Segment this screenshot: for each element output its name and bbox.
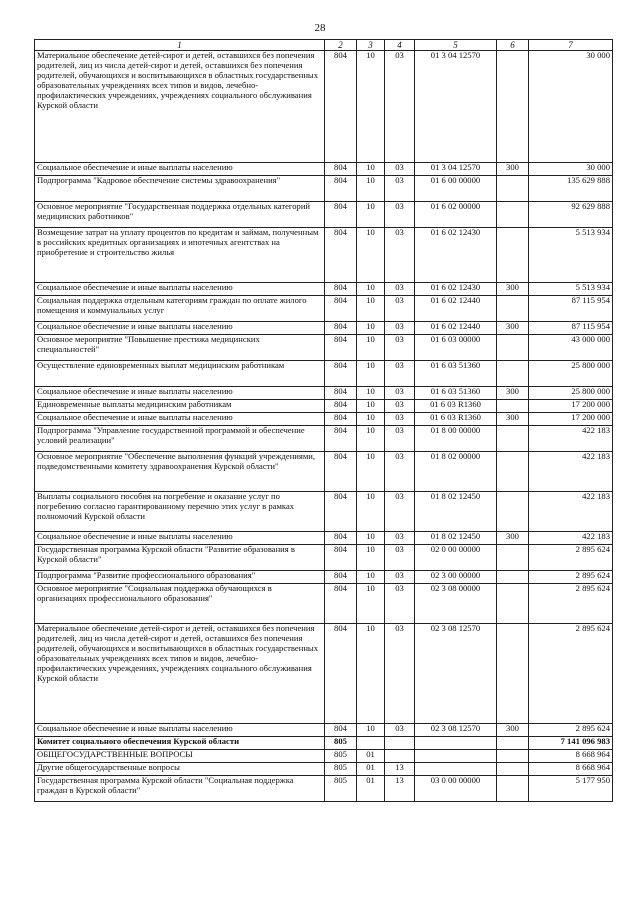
row-gr-cell: 804 <box>325 584 357 624</box>
row-pr-cell: 03 <box>385 426 415 452</box>
row-gr-cell: 804 <box>325 361 357 387</box>
row-vr-cell <box>497 335 529 361</box>
row-gr-cell: 804 <box>325 163 357 176</box>
row-csr-cell: 02 3 08 12570 <box>415 624 497 724</box>
table-row <box>35 532 613 545</box>
row-gr-cell: 804 <box>325 724 357 737</box>
row-name-cell: Государственная программа Курской области "Социальная поддержка граждан в Курской области" <box>35 776 325 802</box>
row-rz-cell: 10 <box>357 724 385 737</box>
table-row <box>35 776 613 802</box>
table-row <box>35 545 613 571</box>
table-row <box>35 724 613 737</box>
row-name-cell: Подпрограмма "Развитие профессионального образования" <box>35 571 325 584</box>
row-name-cell: Основное мероприятие "Повышение престижа медицинских специальностей" <box>35 335 325 361</box>
row-sum-cell: 30 000 <box>529 51 613 163</box>
row-vr-cell <box>497 228 529 283</box>
row-pr-cell: 03 <box>385 532 415 545</box>
row-rz-cell: 10 <box>357 387 385 400</box>
table-row <box>35 322 613 335</box>
row-pr-cell: 03 <box>385 545 415 571</box>
row-sum-cell: 92 629 888 <box>529 202 613 228</box>
row-csr-cell: 01 6 02 12440 <box>415 296 497 322</box>
row-csr-cell: 01 6 03 R1360 <box>415 413 497 426</box>
row-rz-cell: 10 <box>357 426 385 452</box>
row-csr-cell: 01 8 02 12450 <box>415 492 497 532</box>
row-csr-cell: 01 3 04 12570 <box>415 163 497 176</box>
row-name-cell: Материальное обеспечение детей-сирот и детей, оставшихся без попечения родителей, лиц из числа детей-сирот и детей, оставшихся без попечения родителей, обучающихся и воспитывающихся в областных государственных образовательных учреждениях всех типов и видов, лечебно-профилактических учреждениях, учреждениях социального обслуживания Курской области <box>35 624 325 724</box>
row-gr-cell: 804 <box>325 492 357 532</box>
table-row <box>35 584 613 624</box>
row-sum-cell: 2 895 624 <box>529 624 613 724</box>
column-number: 2 <box>325 40 357 51</box>
row-rz-cell: 10 <box>357 571 385 584</box>
row-vr-cell: 300 <box>497 532 529 545</box>
row-gr-cell: 804 <box>325 228 357 283</box>
row-name-cell: Государственная программа Курской области "Развитие образования в Курской области" <box>35 545 325 571</box>
column-number: 6 <box>497 40 529 51</box>
row-gr-cell: 804 <box>325 176 357 202</box>
row-gr-cell: 804 <box>325 283 357 296</box>
row-name-cell: Социальное обеспечение и иные выплаты населению <box>35 322 325 335</box>
row-sum-cell: 8 668 964 <box>529 750 613 763</box>
row-vr-cell <box>497 400 529 413</box>
table-row <box>35 400 613 413</box>
row-vr-cell <box>497 750 529 763</box>
row-rz-cell: 10 <box>357 51 385 163</box>
row-gr-cell: 804 <box>325 400 357 413</box>
row-vr-cell <box>497 452 529 492</box>
row-rz-cell: 01 <box>357 750 385 763</box>
row-pr-cell: 03 <box>385 413 415 426</box>
row-sum-cell: 30 000 <box>529 163 613 176</box>
row-pr-cell: 03 <box>385 400 415 413</box>
row-rz-cell: 10 <box>357 163 385 176</box>
row-name-cell: ОБЩЕГОСУДАРСТВЕННЫЕ ВОПРОСЫ <box>35 750 325 763</box>
table-row <box>35 763 613 776</box>
row-csr-cell: 01 8 02 12450 <box>415 532 497 545</box>
row-rz-cell: 01 <box>357 776 385 802</box>
row-csr-cell: 02 3 08 12570 <box>415 724 497 737</box>
row-sum-cell: 5 177 950 <box>529 776 613 802</box>
row-pr-cell: 03 <box>385 296 415 322</box>
row-rz-cell: 10 <box>357 492 385 532</box>
row-pr-cell: 03 <box>385 163 415 176</box>
row-vr-cell <box>497 763 529 776</box>
table-row <box>35 426 613 452</box>
row-sum-cell: 422 183 <box>529 492 613 532</box>
row-name-cell: Социальное обеспечение и иные выплаты населению <box>35 163 325 176</box>
table-row <box>35 51 613 163</box>
row-pr-cell: 03 <box>385 584 415 624</box>
table-row <box>35 452 613 492</box>
row-name-cell: Социальное обеспечение и иные выплаты населению <box>35 413 325 426</box>
table-row <box>35 737 613 750</box>
row-gr-cell: 804 <box>325 545 357 571</box>
row-gr-cell: 805 <box>325 750 357 763</box>
row-rz-cell: 01 <box>357 763 385 776</box>
row-name-cell: Другие общегосударственные вопросы <box>35 763 325 776</box>
column-number: 7 <box>529 40 613 51</box>
row-csr-cell: 02 3 00 00000 <box>415 571 497 584</box>
row-name-cell: Социальное обеспечение и иные выплаты населению <box>35 283 325 296</box>
budget-table <box>34 39 613 802</box>
row-csr-cell: 01 6 02 00000 <box>415 202 497 228</box>
row-sum-cell: 17 200 000 <box>529 413 613 426</box>
row-name-cell: Социальное обеспечение и иные выплаты населению <box>35 387 325 400</box>
row-sum-cell: 7 141 096 983 <box>529 737 613 750</box>
table-row <box>35 361 613 387</box>
row-csr-cell <box>415 737 497 750</box>
table-row <box>35 335 613 361</box>
row-sum-cell: 87 115 954 <box>529 296 613 322</box>
row-sum-cell: 25 800 000 <box>529 387 613 400</box>
row-pr-cell: 03 <box>385 492 415 532</box>
row-rz-cell: 10 <box>357 322 385 335</box>
row-vr-cell <box>497 202 529 228</box>
row-gr-cell: 805 <box>325 737 357 750</box>
row-rz-cell: 10 <box>357 624 385 724</box>
row-name-cell: Подпрограмма "Кадровое обеспечение системы здравоохранения" <box>35 176 325 202</box>
row-gr-cell: 804 <box>325 202 357 228</box>
row-sum-cell: 135 629 888 <box>529 176 613 202</box>
row-name-cell: Выплаты социального пособия на погребение и оказание услуг по погребению согласно гарантированному перечню этих услуг в рамках полномочий Курской области <box>35 492 325 532</box>
row-rz-cell: 10 <box>357 532 385 545</box>
row-vr-cell: 300 <box>497 322 529 335</box>
table-row <box>35 228 613 283</box>
row-csr-cell: 01 6 02 12430 <box>415 228 497 283</box>
row-name-cell: Материальное обеспечение детей-сирот и детей, оставшихся без попечения родителей, лиц из числа детей-сирот и детей, оставшихся без попечения родителей, обучающихся и воспитывающихся в областных государственных образовательных учреждениях всех типов и видов, лечебно-профилактических учреждениях, учреждениях социального обслуживания Курской области <box>35 51 325 163</box>
row-vr-cell <box>497 737 529 750</box>
row-vr-cell <box>497 776 529 802</box>
row-gr-cell: 804 <box>325 532 357 545</box>
row-rz-cell: 10 <box>357 361 385 387</box>
table-row <box>35 387 613 400</box>
row-sum-cell: 2 895 624 <box>529 584 613 624</box>
row-csr-cell: 01 6 02 12430 <box>415 283 497 296</box>
row-pr-cell: 03 <box>385 387 415 400</box>
row-pr-cell <box>385 737 415 750</box>
row-sum-cell: 17 200 000 <box>529 400 613 413</box>
row-csr-cell: 01 8 02 00000 <box>415 452 497 492</box>
column-number: 5 <box>415 40 497 51</box>
row-vr-cell <box>497 571 529 584</box>
row-sum-cell: 422 183 <box>529 452 613 492</box>
page-number: 28 <box>314 22 326 34</box>
row-pr-cell: 13 <box>385 763 415 776</box>
row-vr-cell <box>497 545 529 571</box>
row-gr-cell: 804 <box>325 335 357 361</box>
row-rz-cell <box>357 737 385 750</box>
table-row <box>35 202 613 228</box>
row-pr-cell: 13 <box>385 776 415 802</box>
column-number: 3 <box>357 40 385 51</box>
row-rz-cell: 10 <box>357 283 385 296</box>
table-row <box>35 296 613 322</box>
row-csr-cell: 01 6 03 00000 <box>415 335 497 361</box>
column-number-row <box>35 40 613 51</box>
row-gr-cell: 804 <box>325 51 357 163</box>
row-name-cell: Осуществление единовременных выплат медицинским работникам <box>35 361 325 387</box>
row-sum-cell: 422 183 <box>529 532 613 545</box>
table-row <box>35 176 613 202</box>
table-row <box>35 283 613 296</box>
row-name-cell: Социальное обеспечение и иные выплаты населению <box>35 724 325 737</box>
row-rz-cell: 10 <box>357 584 385 624</box>
row-rz-cell: 10 <box>357 176 385 202</box>
table-row <box>35 163 613 176</box>
row-rz-cell: 10 <box>357 202 385 228</box>
row-gr-cell: 804 <box>325 322 357 335</box>
table-row <box>35 624 613 724</box>
row-vr-cell <box>497 296 529 322</box>
row-gr-cell: 804 <box>325 413 357 426</box>
row-gr-cell: 804 <box>325 452 357 492</box>
row-rz-cell: 10 <box>357 413 385 426</box>
row-csr-cell: 01 6 03 R1360 <box>415 400 497 413</box>
row-name-cell: Возмещение затрат на уплату процентов по кредитам и займам, полученным в российских кредитных организациях и ипотечных агентствах на приобретение и строительство жилья <box>35 228 325 283</box>
row-csr-cell: 01 6 03 51360 <box>415 387 497 400</box>
row-name-cell: Основное мероприятие "Обеспечение выполнения функций учреждениями, подведомственными комитету здравоохранения Курской области" <box>35 452 325 492</box>
row-csr-cell: 01 8 00 00000 <box>415 426 497 452</box>
row-pr-cell: 03 <box>385 51 415 163</box>
row-gr-cell: 804 <box>325 387 357 400</box>
row-pr-cell: 03 <box>385 361 415 387</box>
row-pr-cell: 03 <box>385 724 415 737</box>
row-sum-cell: 5 513 934 <box>529 283 613 296</box>
row-sum-cell: 25 800 000 <box>529 361 613 387</box>
column-number: 1 <box>35 40 325 51</box>
row-csr-cell <box>415 763 497 776</box>
row-vr-cell <box>497 492 529 532</box>
row-name-cell: Социальное обеспечение и иные выплаты населению <box>35 532 325 545</box>
row-vr-cell <box>497 361 529 387</box>
row-vr-cell <box>497 51 529 163</box>
row-sum-cell: 8 668 964 <box>529 763 613 776</box>
row-sum-cell: 422 183 <box>529 426 613 452</box>
row-gr-cell: 805 <box>325 776 357 802</box>
row-pr-cell: 03 <box>385 283 415 296</box>
row-csr-cell: 01 6 03 51360 <box>415 361 497 387</box>
row-vr-cell <box>497 624 529 724</box>
table-row <box>35 413 613 426</box>
row-sum-cell: 2 895 624 <box>529 545 613 571</box>
row-rz-cell: 10 <box>357 545 385 571</box>
table-row <box>35 492 613 532</box>
row-pr-cell: 03 <box>385 322 415 335</box>
row-rz-cell: 10 <box>357 400 385 413</box>
row-vr-cell <box>497 584 529 624</box>
row-name-cell: Комитет социального обеспечения Курской области <box>35 737 325 750</box>
row-rz-cell: 10 <box>357 452 385 492</box>
row-vr-cell <box>497 176 529 202</box>
table-row <box>35 750 613 763</box>
row-pr-cell: 03 <box>385 571 415 584</box>
row-pr-cell: 03 <box>385 202 415 228</box>
row-name-cell: Основное мероприятие "Социальная поддержка обучающихся в организациях профессионального образования" <box>35 584 325 624</box>
row-vr-cell: 300 <box>497 724 529 737</box>
row-rz-cell: 10 <box>357 228 385 283</box>
row-vr-cell: 300 <box>497 413 529 426</box>
row-pr-cell: 03 <box>385 624 415 724</box>
row-csr-cell: 01 6 00 00000 <box>415 176 497 202</box>
row-name-cell: Социальная поддержка отдельным категориям граждан по оплате жилого помещения и коммунальных услуг <box>35 296 325 322</box>
row-sum-cell: 2 895 624 <box>529 724 613 737</box>
row-csr-cell: 01 3 04 12570 <box>415 51 497 163</box>
row-vr-cell <box>497 426 529 452</box>
row-pr-cell <box>385 750 415 763</box>
row-csr-cell: 02 0 00 00000 <box>415 545 497 571</box>
row-rz-cell: 10 <box>357 296 385 322</box>
column-number: 4 <box>385 40 415 51</box>
row-gr-cell: 804 <box>325 426 357 452</box>
row-pr-cell: 03 <box>385 335 415 361</box>
row-csr-cell <box>415 750 497 763</box>
row-name-cell: Подпрограмма "Управление государственной программой и обеспечение условий реализации" <box>35 426 325 452</box>
row-sum-cell: 5 513 934 <box>529 228 613 283</box>
row-pr-cell: 03 <box>385 228 415 283</box>
row-vr-cell: 300 <box>497 387 529 400</box>
row-csr-cell: 03 0 00 00000 <box>415 776 497 802</box>
row-gr-cell: 804 <box>325 296 357 322</box>
row-name-cell: Основное мероприятие "Государственная поддержка отдельных категорий медицинских работников" <box>35 202 325 228</box>
row-csr-cell: 01 6 02 12440 <box>415 322 497 335</box>
row-pr-cell: 03 <box>385 452 415 492</box>
row-sum-cell: 2 895 624 <box>529 571 613 584</box>
row-csr-cell: 02 3 08 00000 <box>415 584 497 624</box>
row-gr-cell: 804 <box>325 571 357 584</box>
row-gr-cell: 805 <box>325 763 357 776</box>
row-name-cell: Единовременные выплаты медицинским работникам <box>35 400 325 413</box>
row-rz-cell: 10 <box>357 335 385 361</box>
row-vr-cell: 300 <box>497 283 529 296</box>
row-gr-cell: 804 <box>325 624 357 724</box>
row-pr-cell: 03 <box>385 176 415 202</box>
row-vr-cell: 300 <box>497 163 529 176</box>
row-sum-cell: 43 000 000 <box>529 335 613 361</box>
table-row <box>35 571 613 584</box>
row-sum-cell: 87 115 954 <box>529 322 613 335</box>
